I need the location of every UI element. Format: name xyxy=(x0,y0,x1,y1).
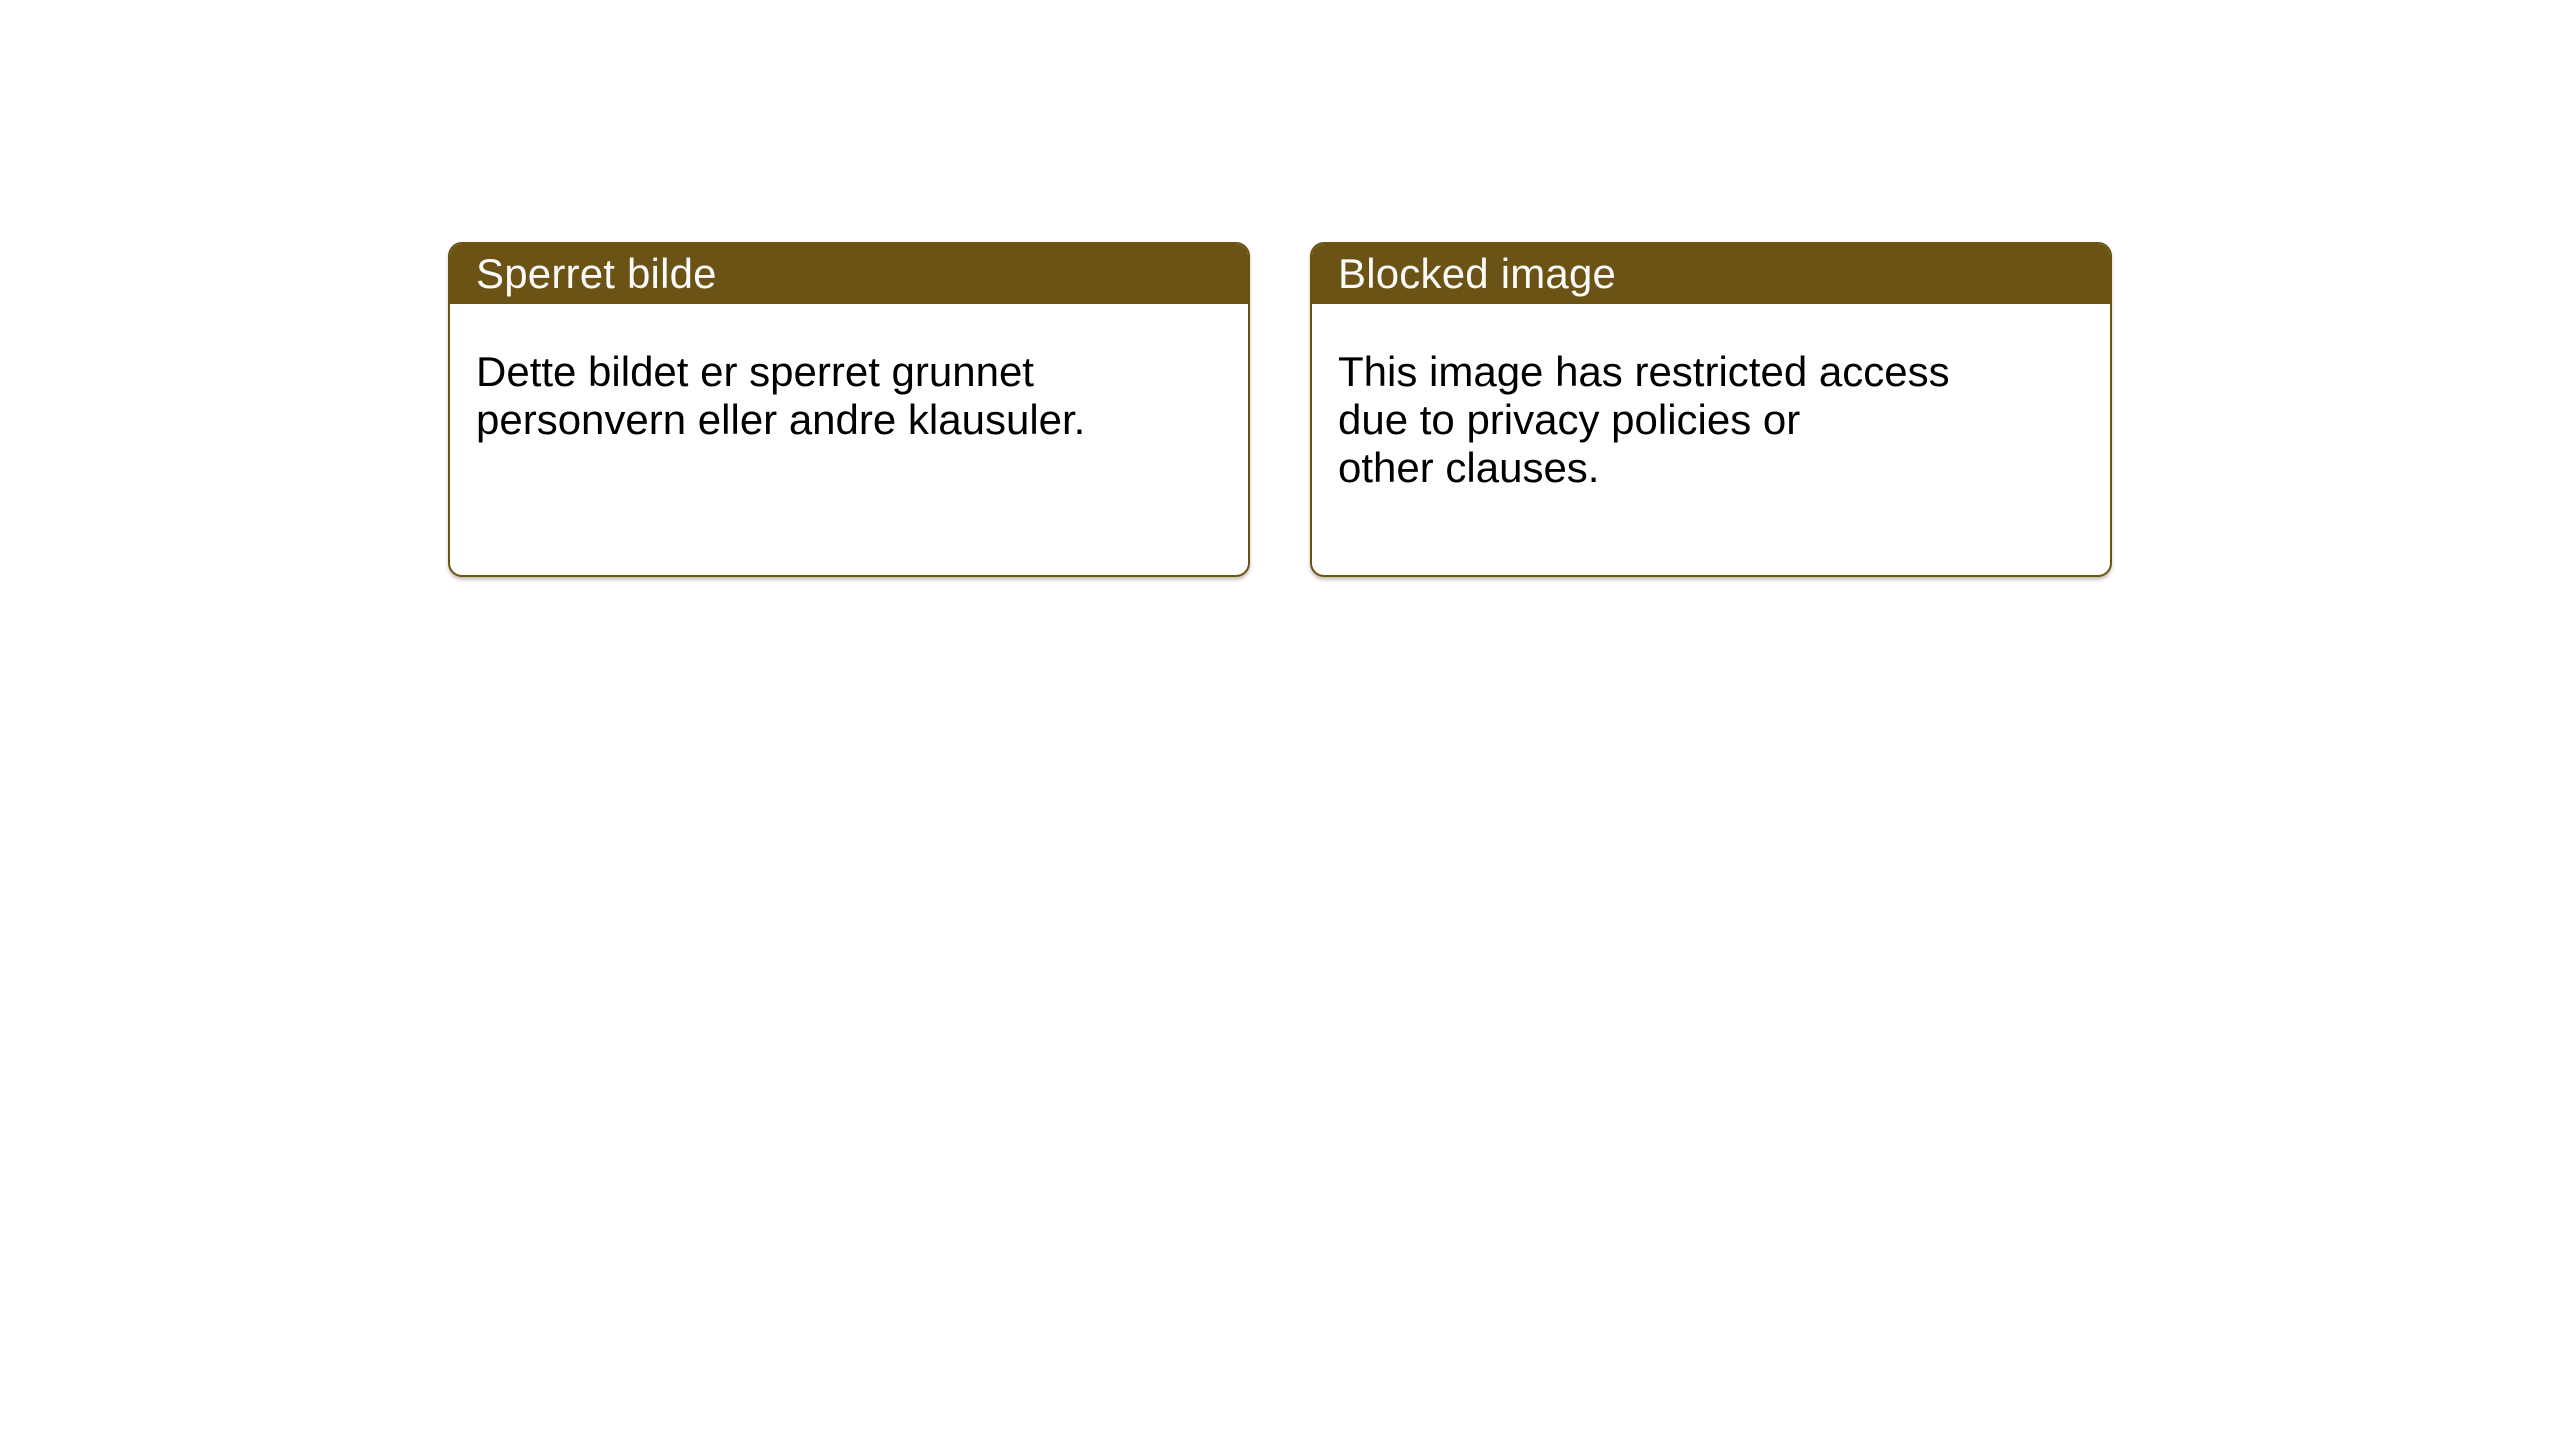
card-body-line: This image has restricted access xyxy=(1338,348,1950,395)
card-body-line: personvern eller andre klausuler. xyxy=(476,396,1086,443)
card-body-line: other clauses. xyxy=(1338,444,1600,491)
card-title: Sperret bilde xyxy=(476,250,717,297)
card-header xyxy=(450,244,1248,304)
card-header xyxy=(1312,244,2110,304)
card-body-line: Dette bildet er sperret grunnet xyxy=(476,348,1034,395)
card-body xyxy=(450,304,1248,444)
card-body xyxy=(1312,304,2110,492)
card-blocked-image xyxy=(1310,242,2112,577)
card-title: Blocked image xyxy=(1338,250,1617,297)
card-sperret-bilde xyxy=(448,242,1250,577)
card-body-line: due to privacy policies or xyxy=(1338,396,1801,443)
